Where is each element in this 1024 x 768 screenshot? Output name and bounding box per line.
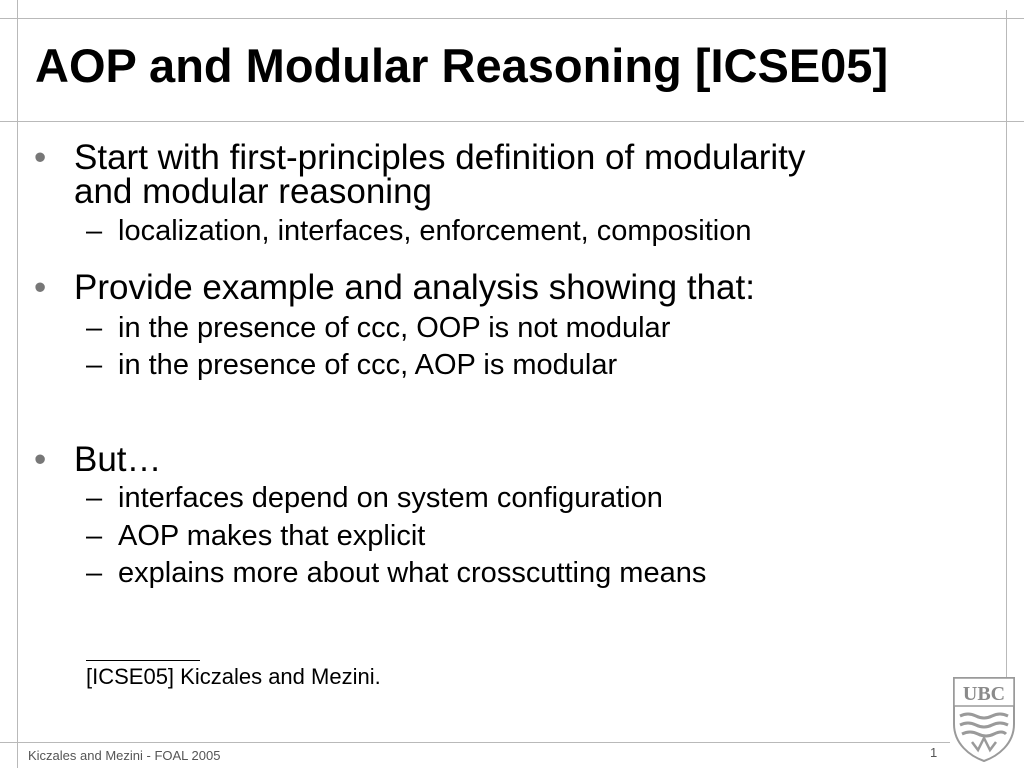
dash-marker: –: [86, 349, 103, 381]
bullet-2-line-1: Provide example and analysis showing that:: [74, 268, 755, 307]
dash-marker: –: [86, 215, 103, 247]
footer-rule: [0, 742, 950, 743]
bullet-3-line-1: But…: [74, 440, 162, 479]
dash-marker: –: [86, 312, 103, 344]
ubc-logo-icon: [952, 676, 1016, 762]
bullet-3-sub-1: interfaces depend on system configuration: [118, 482, 663, 514]
dash-marker: –: [86, 482, 103, 514]
left-rule: [17, 0, 18, 768]
footnote-rule: [86, 660, 200, 661]
bullet-1-line-2: and modular reasoning: [74, 172, 433, 211]
bullet-2-sub-1: in the presence of ccc, OOP is not modular: [118, 312, 671, 344]
bullet-2-sub-2: in the presence of ccc, AOP is modular: [118, 349, 618, 381]
bullet-marker: •: [34, 138, 47, 177]
title-rule: [0, 121, 1024, 122]
bullet-3-sub-3: explains more about what crosscutting means: [118, 557, 707, 589]
slide-title: AOP and Modular Reasoning [ICSE05]: [35, 39, 889, 92]
footer-text: Kiczales and Mezini - FOAL 2005: [28, 748, 221, 763]
bullet-3-sub-2: AOP makes that explicit: [118, 520, 426, 552]
dash-marker: –: [86, 520, 103, 552]
footnote: [ICSE05] Kiczales and Mezini.: [86, 664, 381, 689]
page-number: 1: [930, 745, 938, 760]
right-rule: [1006, 10, 1007, 700]
top-rule: [0, 18, 1024, 19]
logo-text: UBC: [962, 683, 1006, 705]
bullet-marker: •: [34, 268, 47, 307]
bullet-1-sub-1: localization, interfaces, enforcement, composition: [118, 215, 752, 247]
dash-marker: –: [86, 557, 103, 589]
bullet-marker: •: [34, 440, 47, 479]
bullet-1-line-1: Start with first-principles definition of modularity: [74, 138, 806, 177]
